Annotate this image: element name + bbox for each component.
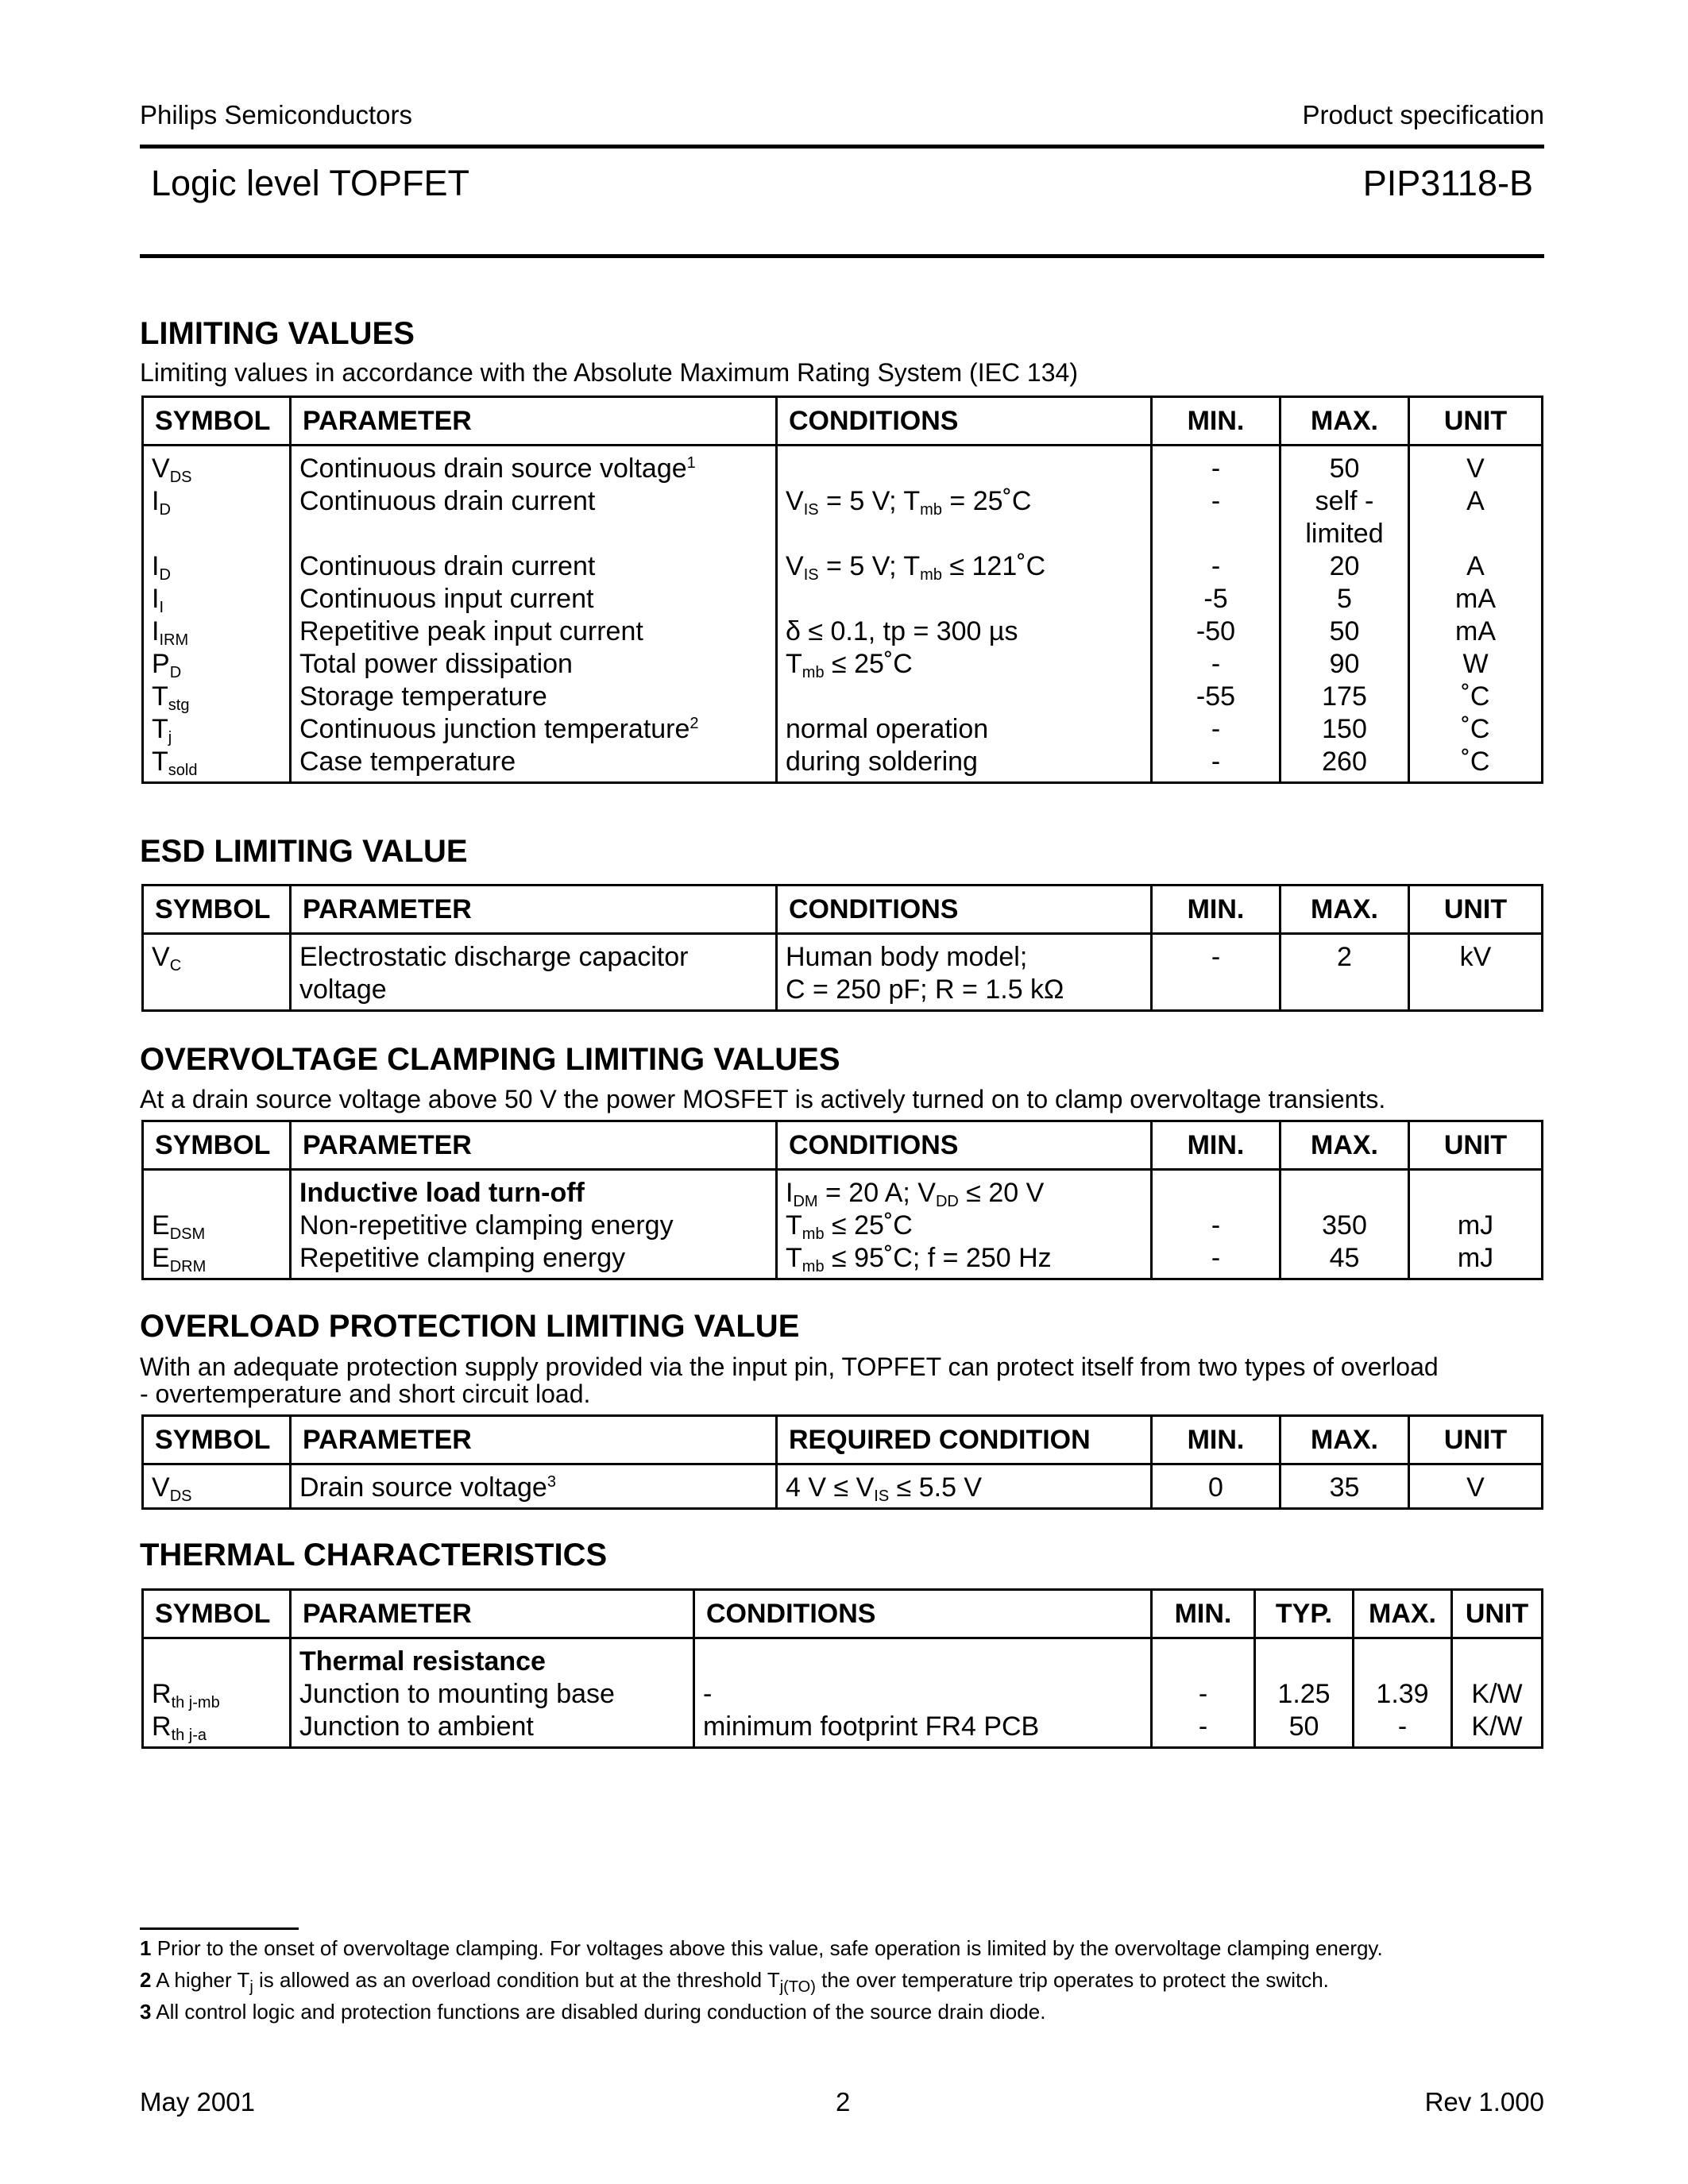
overvoltage-table <box>141 1120 1543 1280</box>
table-row <box>143 648 1543 681</box>
cell-parameter: Total power dissipation <box>291 648 777 681</box>
cell-symbol: $I_{IRM}$ <box>143 615 291 648</box>
cell-unit: kV <box>1409 934 1543 974</box>
cell-typ: 1.25 <box>1255 1678 1354 1711</box>
cell-conditions: normal operation <box>777 713 1152 746</box>
col-conditions: REQUIRED CONDITION <box>777 1416 1152 1464</box>
cell-min: - <box>1152 746 1280 783</box>
cell-max: 175 <box>1280 681 1409 713</box>
cell-parameter: Inductive load turn-off <box>291 1170 777 1210</box>
cell-min <box>1152 1638 1255 1679</box>
table-row <box>143 1711 1543 1748</box>
cell-unit: mA <box>1409 615 1543 648</box>
cell-max: 150 <box>1280 713 1409 746</box>
company-name: Philips Semiconductors <box>140 100 412 129</box>
esd-title: ESD LIMITING VALUE <box>140 834 468 869</box>
cell-max: 45 <box>1280 1242 1409 1279</box>
footer-date: May 2001 <box>140 2087 255 2116</box>
cell-symbol: $P_D$ <box>143 648 291 681</box>
cell-conditions <box>777 446 1152 486</box>
table-row <box>143 1678 1543 1711</box>
cell-min: -50 <box>1152 615 1280 648</box>
table-header-row <box>143 1121 1543 1170</box>
col-unit: UNIT <box>1409 397 1543 446</box>
col-conditions: CONDITIONS <box>694 1590 1152 1638</box>
cell-min: - <box>1152 485 1280 518</box>
overload-note-line1: With an adequate protection supply provided via the input pin, TOPFET can protect itself from two types of overload <box>140 1352 1439 1381</box>
doc-title: Logic level TOPFET <box>151 163 470 203</box>
cell-max: 50 <box>1280 446 1409 486</box>
table-row <box>143 615 1543 648</box>
col-symbol: SYMBOL <box>143 1590 291 1638</box>
cell-unit: ˚C <box>1409 713 1543 746</box>
cell-symbol: $V_{DS}$ <box>143 1464 291 1509</box>
cell-symbol: $R_{th j-mb}$ <box>143 1678 291 1711</box>
footer-revision: Rev 1.000 <box>1424 2087 1544 2116</box>
cell-conditions: during soldering <box>777 746 1152 783</box>
cell-max: 2 <box>1280 934 1409 974</box>
cell-parameter: Drain source voltage$^3$ <box>291 1464 777 1509</box>
cell-symbol: $I_D$ <box>143 550 291 583</box>
col-conditions: CONDITIONS <box>777 1121 1152 1170</box>
cell-parameter <box>291 518 777 550</box>
cell-conditions: $T_{mb}$ ≤ 25˚C <box>777 1210 1152 1242</box>
footer-page-number: 2 <box>836 2087 851 2116</box>
cell-parameter: Non-repetitive clamping energy <box>291 1210 777 1242</box>
col-min: MIN. <box>1152 1590 1255 1638</box>
cell-parameter: Repetitive clamping energy <box>291 1242 777 1279</box>
limiting-table <box>141 396 1543 784</box>
col-unit: UNIT <box>1409 1121 1543 1170</box>
footnote-3: 3 All control logic and protection functions are disabled during conduction of the source drain diode. <box>140 2000 1046 2024</box>
cell-symbol: $R_{th j-a}$ <box>143 1711 291 1748</box>
cell-max: 50 <box>1280 615 1409 648</box>
cell-conditions: $T_{mb}$ ≤ 95˚C; f = 250 Hz <box>777 1242 1152 1279</box>
col-max: MAX. <box>1354 1590 1452 1638</box>
overvoltage-body <box>143 1170 1543 1279</box>
cell-unit <box>1452 1638 1543 1679</box>
col-conditions: CONDITIONS <box>777 397 1152 446</box>
table-row <box>143 713 1543 746</box>
cell-unit <box>1409 974 1543 1011</box>
cell-conditions <box>777 681 1152 713</box>
col-symbol: SYMBOL <box>143 1416 291 1464</box>
cell-unit: A <box>1409 550 1543 583</box>
limiting-note: Limiting values in accordance with the Absolute Maximum Rating System (IEC 134) <box>140 358 1078 387</box>
cell-unit: mA <box>1409 583 1543 615</box>
cell-symbol: $V_C$ <box>143 934 291 974</box>
cell-symbol: $T_j$ <box>143 713 291 746</box>
col-max: MAX. <box>1280 397 1409 446</box>
cell-conditions: C = 250 pF; R = 1.5 kΩ <box>777 974 1152 1011</box>
cell-unit: ˚C <box>1409 746 1543 783</box>
col-parameter: PARAMETER <box>291 397 777 446</box>
table-row <box>143 746 1543 783</box>
cell-parameter: Continuous drain current <box>291 550 777 583</box>
cell-symbol: $E_{DSM}$ <box>143 1210 291 1242</box>
cell-unit: mJ <box>1409 1210 1543 1242</box>
cell-symbol: $T_{stg}$ <box>143 681 291 713</box>
cell-min: - <box>1152 550 1280 583</box>
table-row <box>143 681 1543 713</box>
cell-unit: mJ <box>1409 1242 1543 1279</box>
cell-min: - <box>1152 1711 1255 1748</box>
table-row <box>143 934 1543 974</box>
cell-parameter: Junction to ambient <box>291 1711 694 1748</box>
cell-symbol <box>143 518 291 550</box>
esd-body <box>143 934 1543 1011</box>
cell-parameter: Storage temperature <box>291 681 777 713</box>
cell-max: 5 <box>1280 583 1409 615</box>
col-unit: UNIT <box>1452 1590 1543 1638</box>
col-min: MIN. <box>1152 886 1280 934</box>
col-typ: TYP. <box>1255 1590 1354 1638</box>
table-row <box>143 583 1543 615</box>
cell-conditions: Human body model; <box>777 934 1152 974</box>
table-row <box>143 1638 1543 1679</box>
overload-table <box>141 1414 1543 1510</box>
cell-unit: K/W <box>1452 1711 1543 1748</box>
cell-min <box>1152 518 1280 550</box>
table-row <box>143 550 1543 583</box>
col-parameter: PARAMETER <box>291 1416 777 1464</box>
table-header-row <box>143 1416 1543 1464</box>
col-parameter: PARAMETER <box>291 886 777 934</box>
table-row <box>143 1170 1543 1210</box>
cell-max <box>1354 1638 1452 1679</box>
col-unit: UNIT <box>1409 1416 1543 1464</box>
limiting-body <box>143 446 1543 783</box>
cell-max: limited <box>1280 518 1409 550</box>
header-rule-top <box>140 145 1544 149</box>
col-parameter: PARAMETER <box>291 1121 777 1170</box>
col-conditions: CONDITIONS <box>777 886 1152 934</box>
cell-parameter: Case temperature <box>291 746 777 783</box>
thermal-title: THERMAL CHARACTERISTICS <box>140 1538 608 1572</box>
cell-min: -55 <box>1152 681 1280 713</box>
col-symbol: SYMBOL <box>143 397 291 446</box>
cell-min <box>1152 974 1280 1011</box>
table-row <box>143 485 1543 518</box>
overload-note-line2: - overtemperature and short circuit load. <box>140 1379 591 1408</box>
cell-unit <box>1409 518 1543 550</box>
cell-max <box>1280 974 1409 1011</box>
doc-type: Product specification <box>1302 100 1544 129</box>
cell-conditions <box>777 518 1152 550</box>
limiting-title: LIMITING VALUES <box>140 316 415 351</box>
cell-max: 1.39 <box>1354 1678 1452 1711</box>
col-max: MAX. <box>1280 1121 1409 1170</box>
cell-parameter: Continuous junction temperature$^2$ <box>291 713 777 746</box>
cell-parameter: voltage <box>291 974 777 1011</box>
cell-min: -5 <box>1152 583 1280 615</box>
table-row <box>143 1210 1543 1242</box>
cell-symbol <box>143 1170 291 1210</box>
cell-max: 260 <box>1280 746 1409 783</box>
cell-min: - <box>1152 713 1280 746</box>
col-unit: UNIT <box>1409 886 1543 934</box>
cell-unit: W <box>1409 648 1543 681</box>
table-header-row <box>143 1590 1543 1638</box>
cell-max: - <box>1354 1711 1452 1748</box>
overload-body <box>143 1464 1543 1509</box>
footnote-1: 1 Prior to the onset of overvoltage clamping. For voltages above this value, safe operation is limited by the overvoltage clamping energy. <box>140 1936 1383 1960</box>
cell-max: 350 <box>1280 1210 1409 1242</box>
cell-min: - <box>1152 1210 1280 1242</box>
cell-symbol <box>143 1638 291 1679</box>
cell-conditions: minimum footprint FR4 PCB <box>694 1711 1152 1748</box>
cell-typ: 50 <box>1255 1711 1354 1748</box>
cell-parameter: Continuous input current <box>291 583 777 615</box>
cell-min: - <box>1152 1678 1255 1711</box>
cell-max: 90 <box>1280 648 1409 681</box>
cell-min: - <box>1152 1242 1280 1279</box>
cell-conditions: $V_{IS} = 5$ V; $T_{mb}$ ≤ 121˚C <box>777 550 1152 583</box>
thermal-body <box>143 1638 1543 1748</box>
table-row <box>143 446 1543 486</box>
cell-max <box>1280 1170 1409 1210</box>
col-min: MIN. <box>1152 397 1280 446</box>
col-symbol: SYMBOL <box>143 1121 291 1170</box>
header-rule-bottom <box>140 254 1544 258</box>
esd-table <box>141 884 1543 1012</box>
cell-conditions <box>694 1638 1152 1679</box>
cell-unit: V <box>1409 1464 1543 1509</box>
cell-max: self - <box>1280 485 1409 518</box>
col-max: MAX. <box>1280 886 1409 934</box>
overvoltage-title: OVERVOLTAGE CLAMPING LIMITING VALUES <box>140 1042 840 1077</box>
cell-symbol: $I_D$ <box>143 485 291 518</box>
table-header-row <box>143 397 1543 446</box>
cell-symbol <box>143 974 291 1011</box>
table-header-row <box>143 886 1543 934</box>
cell-symbol: $V_{DS}$ <box>143 446 291 486</box>
table-row <box>143 518 1543 550</box>
table-row <box>143 1242 1543 1279</box>
cell-symbol: $E_{DRM}$ <box>143 1242 291 1279</box>
col-max: MAX. <box>1280 1416 1409 1464</box>
overload-title: OVERLOAD PROTECTION LIMITING VALUE <box>140 1309 800 1344</box>
cell-max: 35 <box>1280 1464 1409 1509</box>
cell-min <box>1152 1170 1280 1210</box>
col-min: MIN. <box>1152 1121 1280 1170</box>
cell-parameter: Continuous drain current <box>291 485 777 518</box>
cell-min: - <box>1152 648 1280 681</box>
cell-conditions: - <box>694 1678 1152 1711</box>
overvoltage-note: At a drain source voltage above 50 V the power MOSFET is actively turned on to clamp overvoltage transients. <box>140 1085 1386 1113</box>
cell-symbol: $T_{sold}$ <box>143 746 291 783</box>
cell-min: - <box>1152 446 1280 486</box>
cell-parameter: Junction to mounting base <box>291 1678 694 1711</box>
cell-parameter: Electrostatic discharge capacitor <box>291 934 777 974</box>
cell-conditions: 4 $V \le V_{IS} \le 5.5$ V <box>777 1464 1152 1509</box>
cell-min: 0 <box>1152 1464 1280 1509</box>
col-min: MIN. <box>1152 1416 1280 1464</box>
cell-unit: V <box>1409 446 1543 486</box>
cell-typ <box>1255 1638 1354 1679</box>
cell-max: 20 <box>1280 550 1409 583</box>
cell-unit: K/W <box>1452 1678 1543 1711</box>
col-symbol: SYMBOL <box>143 886 291 934</box>
cell-unit <box>1409 1170 1543 1210</box>
cell-conditions: δ ≤ 0.1, tp = 300 µs <box>777 615 1152 648</box>
cell-parameter: Thermal resistance <box>291 1638 694 1679</box>
cell-conditions: $I_{DM} = 20$ A; $V_{DD} \le 20$ V <box>777 1170 1152 1210</box>
thermal-table <box>141 1588 1543 1749</box>
table-row <box>143 974 1543 1011</box>
cell-unit: ˚C <box>1409 681 1543 713</box>
col-parameter: PARAMETER <box>291 1590 694 1638</box>
cell-unit: A <box>1409 485 1543 518</box>
table-row <box>143 1464 1543 1509</box>
cell-min: - <box>1152 934 1280 974</box>
footnote-2: 2 A higher $T_j$ is allowed as an overload condition but at the threshold $T_{j(TO)}$ the over temperature trip operates to protect the switch. <box>140 1968 1329 1996</box>
cell-conditions <box>777 583 1152 615</box>
cell-parameter: Continuous drain source voltage$^1$ <box>291 446 777 486</box>
cell-conditions: $T_{mb}$ ≤ 25˚C <box>777 648 1152 681</box>
cell-symbol: $I_I$ <box>143 583 291 615</box>
part-number: PIP3118-B <box>1362 163 1533 203</box>
cell-conditions: $V_{IS} = 5$ V; $T_{mb}$ = 25˚C <box>777 485 1152 518</box>
footnote-rule <box>140 1927 299 1930</box>
cell-parameter: Repetitive peak input current <box>291 615 777 648</box>
